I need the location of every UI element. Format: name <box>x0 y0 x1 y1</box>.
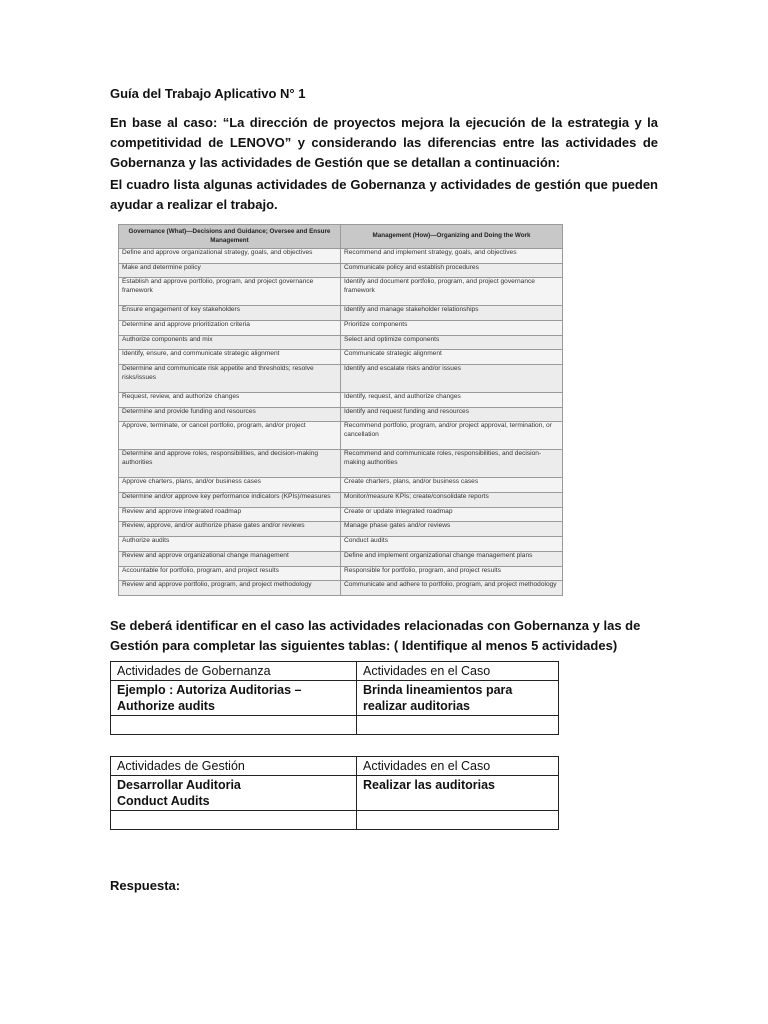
governance-cell: Make and determine policy <box>119 263 341 278</box>
table-row <box>119 278 563 306</box>
case-col-header: Actividades en el Caso <box>357 757 559 776</box>
governance-cell: Approve, terminate, or cancel portfolio, program, and/or project <box>119 422 341 450</box>
table-row <box>119 566 563 581</box>
management-cell: Manage phase gates and/or reviews <box>341 522 563 537</box>
governance-management-table <box>118 224 563 596</box>
cell-line: Ejemplo : Autoriza Auditorias – <box>117 683 302 697</box>
management-cell: Identify and escalate risks and/or issues <box>341 365 563 393</box>
instructions-paragraph: Se deberá identificar en el caso las actividades relacionadas con Gobernanza y las de Gestión para completar las siguientes tablas: ( Identifique al menos 5 actividades) <box>110 618 641 653</box>
cell-line: Brinda lineamientos para <box>363 683 513 697</box>
management-cell: Identify and manage stakeholder relationships <box>341 306 563 321</box>
management-cell: Communicate policy and establish procedures <box>341 263 563 278</box>
governance-example-cell <box>111 681 357 716</box>
cell-line: Desarrollar Auditoria <box>117 778 241 792</box>
governance-col-header: Actividades de Gobernanza <box>111 662 357 681</box>
governance-cell: Determine and approve roles, responsibilities, and decision-making authorities <box>119 450 341 478</box>
table-row <box>119 335 563 350</box>
empty-cell[interactable] <box>357 716 559 735</box>
management-cell: Prioritize components <box>341 321 563 336</box>
management-activities-table <box>110 756 559 830</box>
management-cell: Recommend and implement strategy, goals, and objectives <box>341 249 563 264</box>
governance-cell: Determine and communicate risk appetite and thresholds; resolve risks/issues <box>119 365 341 393</box>
governance-cell: Accountable for portfolio, program, and project results <box>119 566 341 581</box>
management-cell: Create charters, plans, and/or business cases <box>341 478 563 493</box>
table-row <box>119 492 563 507</box>
governance-cell: Request, review, and authorize changes <box>119 393 341 408</box>
management-header: Management (How)—Organizing and Doing the Work <box>341 225 563 249</box>
page-title: Guía del Trabajo Aplicativo N° 1 <box>110 86 306 101</box>
governance-cell: Define and approve organizational strategy, goals, and objectives <box>119 249 341 264</box>
table-row <box>119 551 563 566</box>
management-cell: Responsible for portfolio, program, and project results <box>341 566 563 581</box>
reference-table-image <box>118 224 562 596</box>
table-row <box>119 321 563 336</box>
management-cell: Create or update integrated roadmap <box>341 507 563 522</box>
management-cell: Select and optimize components <box>341 335 563 350</box>
governance-header: Governance (What)—Decisions and Guidance; Oversee and Ensure Management <box>119 225 341 249</box>
governance-cell: Authorize components and mix <box>119 335 341 350</box>
table-row <box>119 365 563 393</box>
cell-line: Authorize audits <box>117 699 215 713</box>
management-cell: Monitor/measure KPIs; create/consolidate reports <box>341 492 563 507</box>
table-row <box>119 422 563 450</box>
table-row <box>119 581 563 596</box>
empty-cell[interactable] <box>357 811 559 830</box>
table-row <box>119 350 563 365</box>
table-row <box>119 522 563 537</box>
table-row-empty <box>111 811 559 830</box>
intro-paragraph: En base al caso: “La dirección de proyectos mejora la ejecución de la estrategia y la competitividad de LENOVO” y considerando las diferencias entre las actividades de Gobernanza y las actividades de Gestión que se detallan a continuación: <box>110 115 658 170</box>
table-row <box>119 249 563 264</box>
governance-cell: Review and approve organizational change management <box>119 551 341 566</box>
management-cell: Identify and document portfolio, program, and project governance framework <box>341 278 563 306</box>
management-cell: Recommend and communicate roles, responsibilities, and decision-making authorities <box>341 450 563 478</box>
management-case-cell <box>357 776 559 811</box>
governance-cell: Determine and approve prioritization criteria <box>119 321 341 336</box>
table-row <box>111 681 559 716</box>
cell-line: realizar auditorias <box>363 699 470 713</box>
table-row <box>119 478 563 493</box>
management-col-header: Actividades de Gestión <box>111 757 357 776</box>
governance-cell: Authorize audits <box>119 537 341 552</box>
governance-cell: Determine and provide funding and resources <box>119 407 341 422</box>
management-cell: Communicate strategic alignment <box>341 350 563 365</box>
governance-cell: Ensure engagement of key stakeholders <box>119 306 341 321</box>
governance-case-cell <box>357 681 559 716</box>
governance-cell: Establish and approve portfolio, program, and project governance framework <box>119 278 341 306</box>
table-header-row <box>111 757 559 776</box>
management-example-cell <box>111 776 357 811</box>
answer-label: Respuesta: <box>110 878 181 893</box>
governance-cell: Identify, ensure, and communicate strategic alignment <box>119 350 341 365</box>
case-col-header: Actividades en el Caso <box>357 662 559 681</box>
table-row <box>119 306 563 321</box>
table-row <box>111 776 559 811</box>
management-cell: Communicate and adhere to portfolio, program, and project methodology <box>341 581 563 596</box>
governance-cell: Determine and/or approve key performance indicators (KPIs)/measures <box>119 492 341 507</box>
reference-table-body <box>119 249 563 596</box>
table-row <box>119 507 563 522</box>
management-cell: Recommend portfolio, program, and/or project approval, termination, or cancellation <box>341 422 563 450</box>
table-row <box>119 407 563 422</box>
governance-cell: Approve charters, plans, and/or business cases <box>119 478 341 493</box>
table-description-paragraph: El cuadro lista algunas actividades de Gobernanza y actividades de gestión que pueden ayudar a realizar el trabajo. <box>110 177 658 212</box>
table-header-row <box>111 662 559 681</box>
empty-cell[interactable] <box>111 716 357 735</box>
management-cell: Define and implement organizational change management plans <box>341 551 563 566</box>
governance-cell: Review, approve, and/or authorize phase gates and/or reviews <box>119 522 341 537</box>
table-row <box>119 450 563 478</box>
governance-activities-table <box>110 661 559 735</box>
governance-cell: Review and approve portfolio, program, and project methodology <box>119 581 341 596</box>
cell-line: Realizar las auditorias <box>363 778 496 792</box>
governance-cell: Review and approve integrated roadmap <box>119 507 341 522</box>
cell-line: Conduct Audits <box>117 794 210 808</box>
table-row <box>119 537 563 552</box>
management-cell: Identify, request, and authorize changes <box>341 393 563 408</box>
management-cell: Identify and request funding and resources <box>341 407 563 422</box>
table-row-empty <box>111 716 559 735</box>
table-row <box>119 393 563 408</box>
table-row <box>119 263 563 278</box>
management-cell: Conduct audits <box>341 537 563 552</box>
empty-cell[interactable] <box>111 811 357 830</box>
